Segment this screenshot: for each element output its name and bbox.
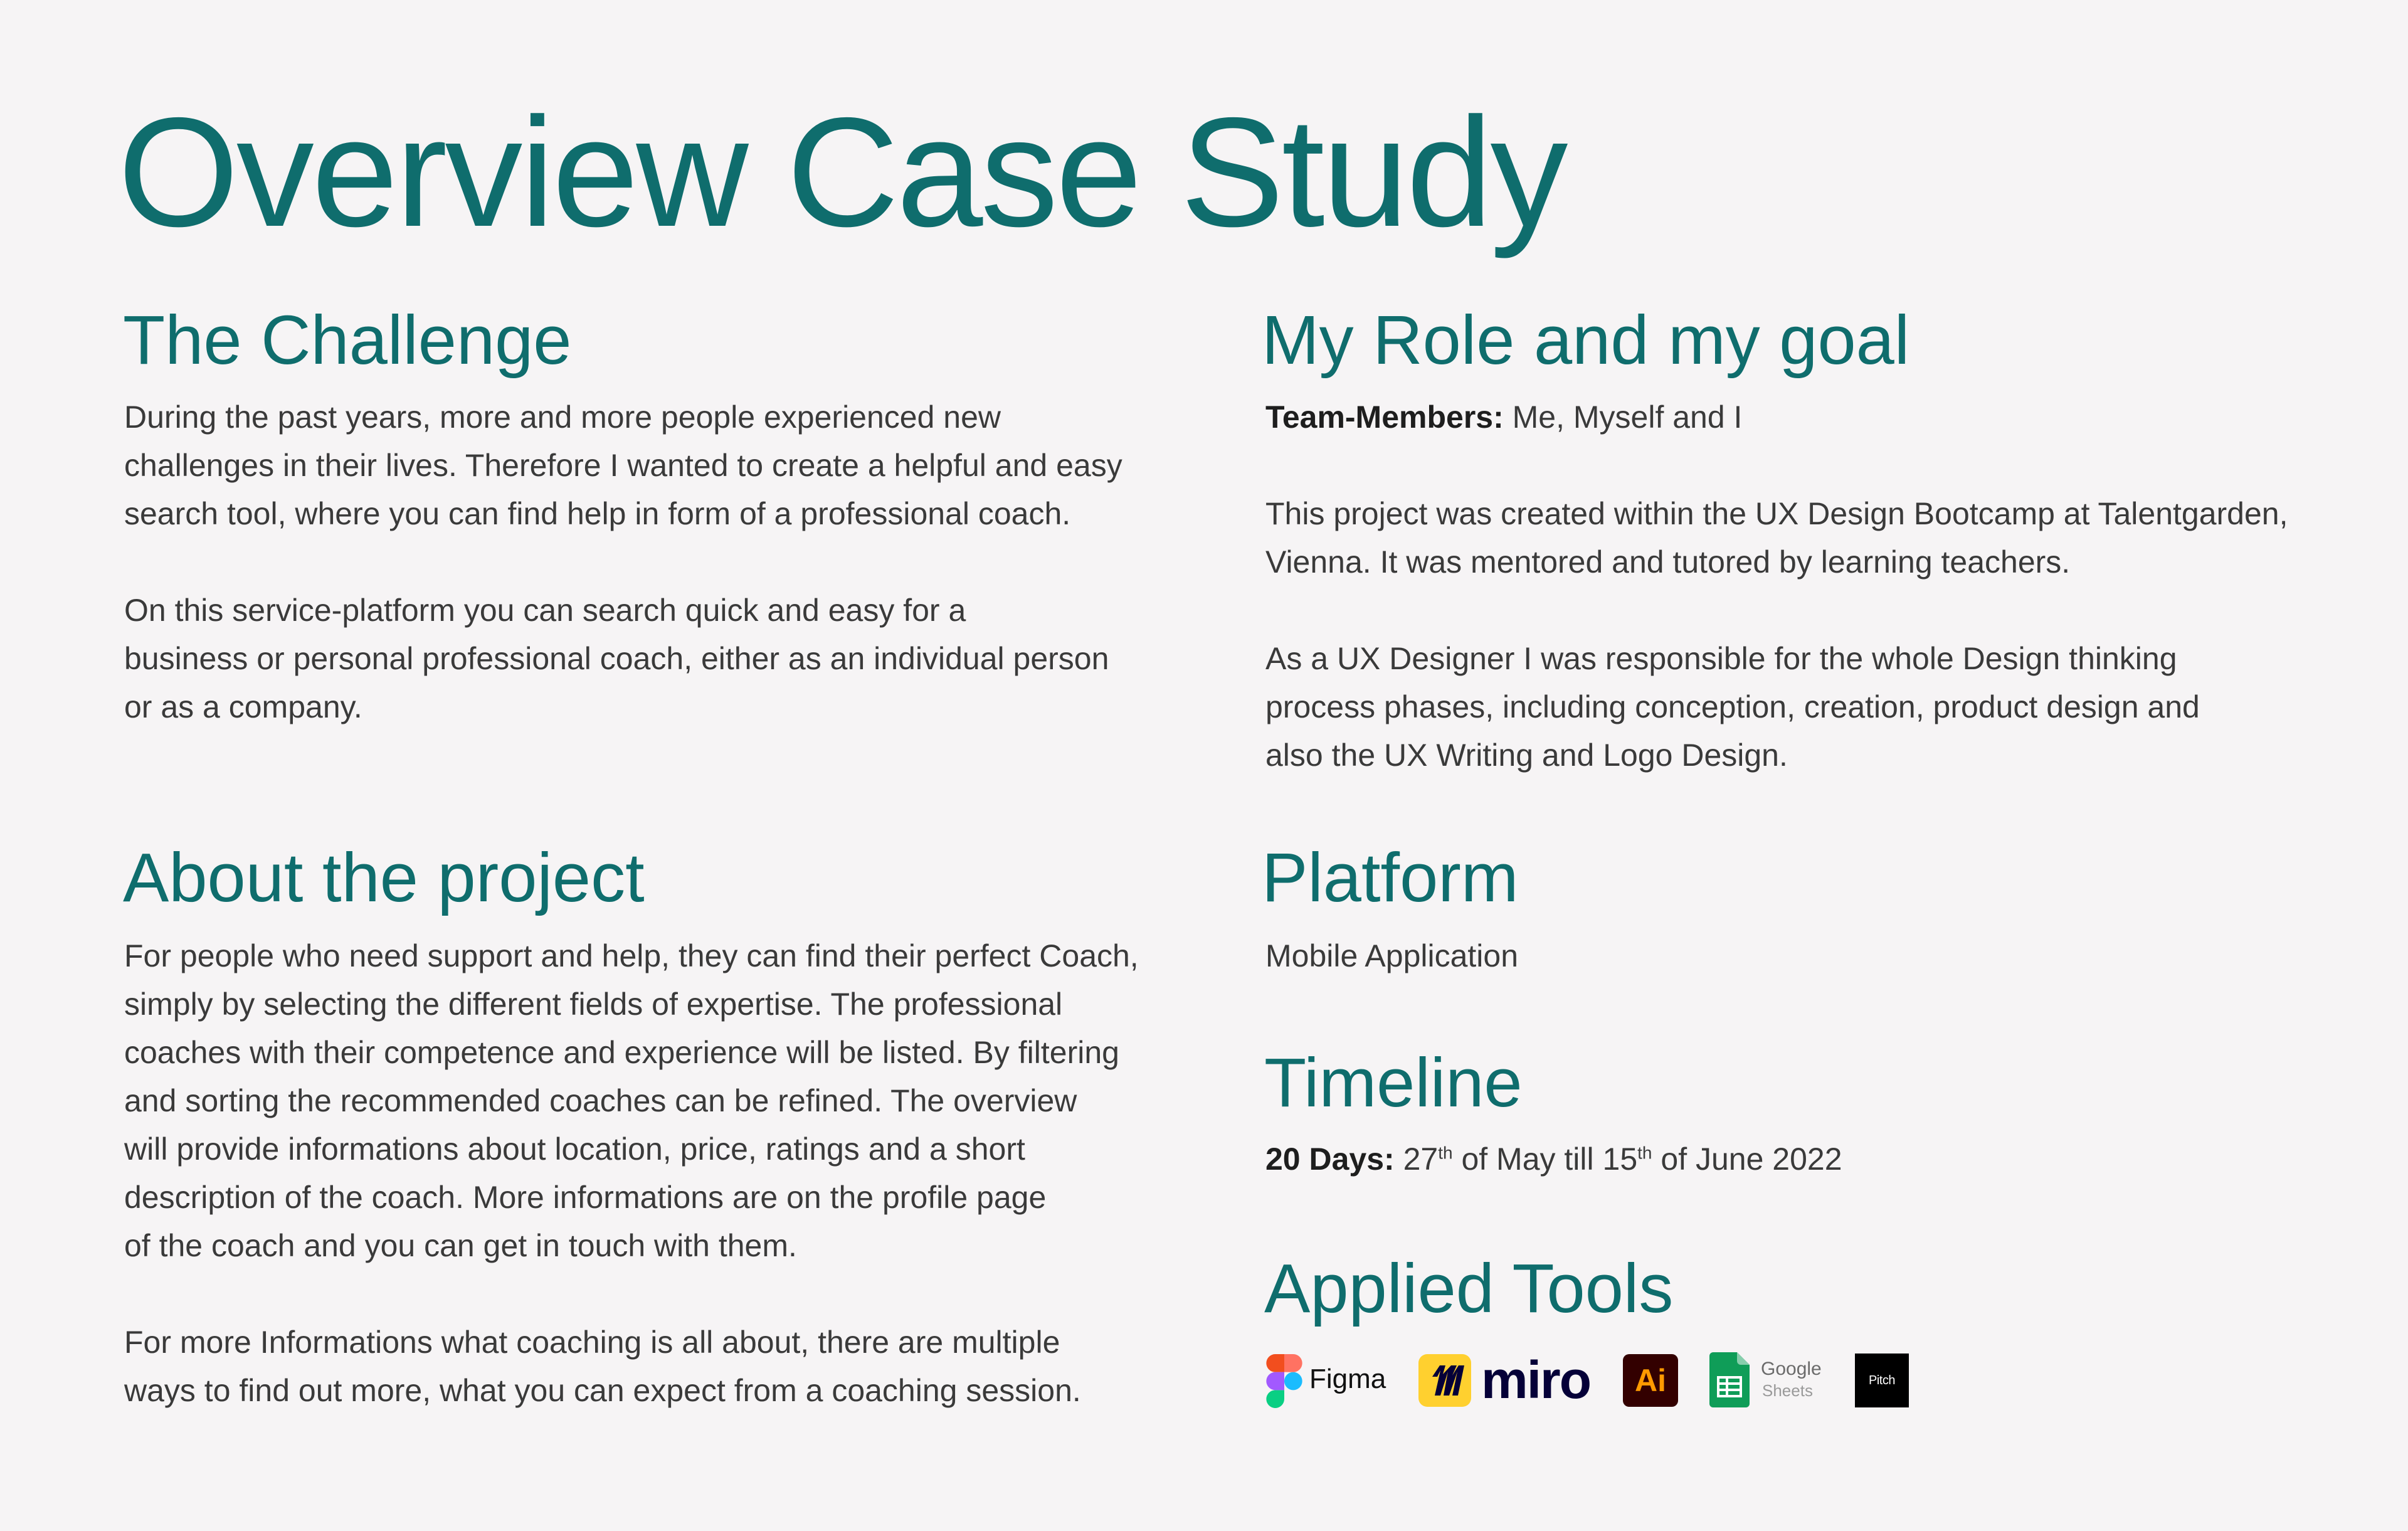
figma-icon [1265,1354,1303,1408]
timeline-end: of June 2022 [1652,1142,1842,1177]
text-line: coaches with their competence and experience will be listed. By filtering [124,1035,1119,1070]
platform-heading: Platform [1262,839,1519,916]
timeline-mid: of May till 15 [1452,1142,1638,1177]
sheets-label-sheets: Sheets [1762,1381,1813,1400]
text-line: description of the coach. More informations are on the profile page [124,1180,1047,1215]
text-line: For more Informations what coaching is all about, there are multiple [124,1325,1060,1360]
team-members-value: Me, Myself and I [1503,400,1743,435]
timeline-start-suffix: th [1438,1143,1453,1163]
text-line: or as a company. [124,689,362,724]
text-line: challenges in their lives. Therefore I wanted to create a helpful and easy [124,448,1122,483]
page-title: Overview Case Study [118,85,1566,259]
about-text [124,932,1139,1415]
text-line: During the past years, more and more people experienced new [124,400,1001,435]
figma-label: Figma [1309,1364,1386,1394]
text-line: For people who need support and help, they can find their perfect Coach, [124,938,1139,973]
text-line: On this service-platform you can search quick and easy for a [124,593,966,628]
sheets-label-google: Google [1761,1359,1822,1379]
challenge-text [124,393,1122,731]
team-members-line [1265,393,2288,442]
text-line: search tool, where you can find help in form of a professional coach. [124,496,1071,531]
miro-tool [1418,1352,1600,1409]
role-text [1265,393,2288,780]
platform-text [1265,932,1518,980]
timeline-heading: Timeline [1264,1044,1523,1121]
text-line: and sorting the recommended coaches can be refined. The overview [124,1083,1077,1118]
text-line: simply by selecting the different fields of expertise. The professional [124,987,1063,1022]
text-line: Vienna. It was mentored and tutored by learning teachers. [1265,544,2071,580]
timeline-label: 20 Days: [1265,1142,1395,1177]
google-sheets-tool [1709,1352,1822,1409]
timeline-end-suffix: th [1637,1143,1652,1163]
timeline-text [1265,1135,1842,1184]
challenge-heading: The Challenge [123,302,572,379]
figma-tool [1265,1352,1391,1409]
platform-value: Mobile Application [1265,938,1519,973]
pitch-icon: Pitch [1855,1354,1909,1407]
illustrator-icon: Ai [1623,1354,1678,1407]
text-line: This project was created within the UX Design Bootcamp at Talentgarden, [1265,496,2288,531]
timeline-start-day: 27 [1394,1142,1439,1177]
text-line: will provide informations about location, price, ratings and a short [124,1131,1025,1167]
text-line: process phases, including conception, creation, product design and [1265,689,2200,724]
timeline-line [1265,1135,1842,1184]
team-members-label: Team-Members: [1265,400,1504,435]
google-sheets-icon [1709,1352,1750,1407]
text-line: As a UX Designer I was responsible for the whole Design thinking [1265,641,2177,676]
miro-icon [1418,1354,1471,1407]
text-line: of the coach and you can get in touch with them. [124,1228,797,1263]
text-line: ways to find out more, what you can expect from a coaching session. [124,1373,1081,1408]
about-heading: About the project [123,839,645,916]
tools-heading: Applied Tools [1264,1250,1674,1327]
pitch-tool [1855,1352,1909,1409]
role-heading: My Role and my goal [1262,302,1910,379]
text-line: business or personal professional coach, either as an individual person [124,641,1109,676]
text-line: also the UX Writing and Logo Design. [1265,738,1788,773]
applied-tools-list [1265,1352,1924,1409]
illustrator-tool [1623,1352,1679,1409]
miro-label: miro [1481,1350,1591,1409]
